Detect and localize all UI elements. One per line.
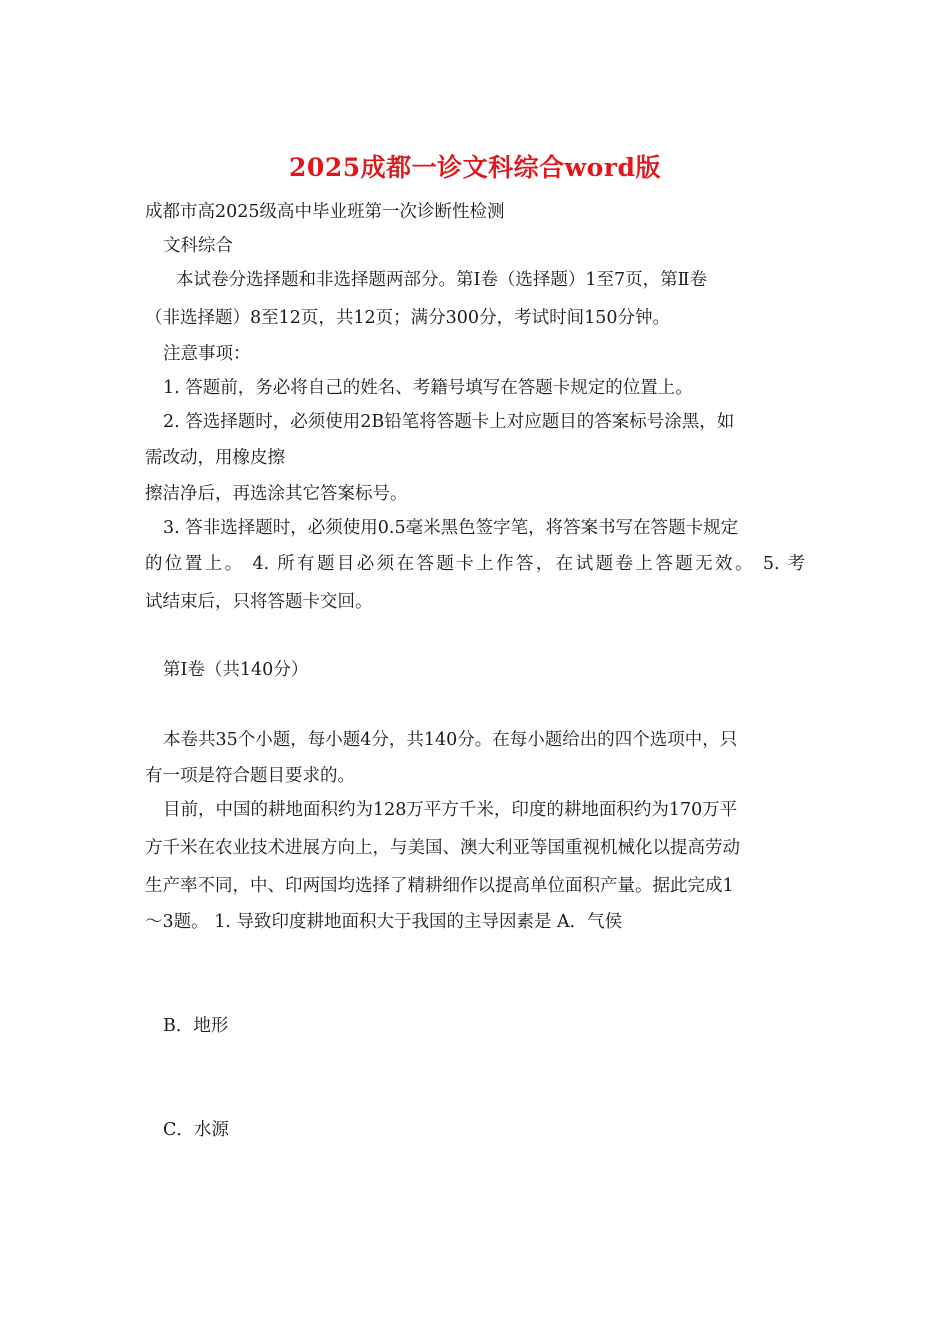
notice-item-2-line-1: 2. 答选择题时，必须使用2B铅笔将答题卡上对应题目的答案标号涂黑，如 <box>163 412 735 432</box>
notice-item-1: 1. 答题前，务必将自己的姓名、考籍号填写在答题卡规定的位置上。 <box>163 378 693 398</box>
notice-item-2-line-3: 擦洁净后，再选涂其它答案标号。 <box>145 484 408 504</box>
section-desc-line-1: 本卷共35个小题，每小题4分，共140分。在每小题给出的四个选项中，只 <box>163 730 738 750</box>
subject-line: 文科综合 <box>163 236 233 256</box>
passage-line-1: 目前，中国的耕地面积约为128万平方千米，印度的耕地面积约为170万平 <box>163 800 738 820</box>
passage-line-2: 方千米在农业技术进展方向上，与美国、澳大利亚等国重视机械化以提高劳动 <box>145 838 740 858</box>
notice-item-3-line-1: 3. 答非选择题时，必须使用0.5毫米黑色签字笔，将答案书写在答题卡规定 <box>163 518 739 538</box>
intro-line-2: （非选择题）8至12页，共12页；满分300分，考试时间150分钟。 <box>145 308 670 328</box>
exam-name-line: 成都市高2025级高中毕业班第一次诊断性检测 <box>145 202 505 222</box>
notice-item-3-line-3: 试结束后，只将答题卡交回。 <box>145 592 373 612</box>
section-desc-line-2: 有一项是符合题目要求的。 <box>145 766 355 786</box>
notice-heading: 注意事项： <box>163 344 251 364</box>
option-b: B．地形 <box>163 1016 229 1036</box>
notice-item-2-line-2: 需改动，用橡皮擦 <box>145 448 285 468</box>
notice-item-3-line-2: 的位置上。 4. 所有题目必须在答题卡上作答，在试题卷上答题无效。 5. 考 <box>145 554 805 574</box>
intro-line-1: 本试卷分选择题和非选择题两部分。第Ⅰ卷（选择题）1至7页，第Ⅱ卷 <box>176 270 708 290</box>
passage-line-3: 生产率不同，中、印两国均选择了精耕细作以提高单位面积产量。据此完成1 <box>145 876 734 896</box>
document-title: 2025成都一诊文科综合word版 <box>289 153 661 182</box>
section-heading: 第Ⅰ卷（共140分） <box>163 660 309 680</box>
passage-line-4: ～3题。 1. 导致印度耕地面积大于我国的主导因素是 A．气侯 <box>145 912 623 932</box>
option-c: C．水源 <box>163 1120 229 1140</box>
